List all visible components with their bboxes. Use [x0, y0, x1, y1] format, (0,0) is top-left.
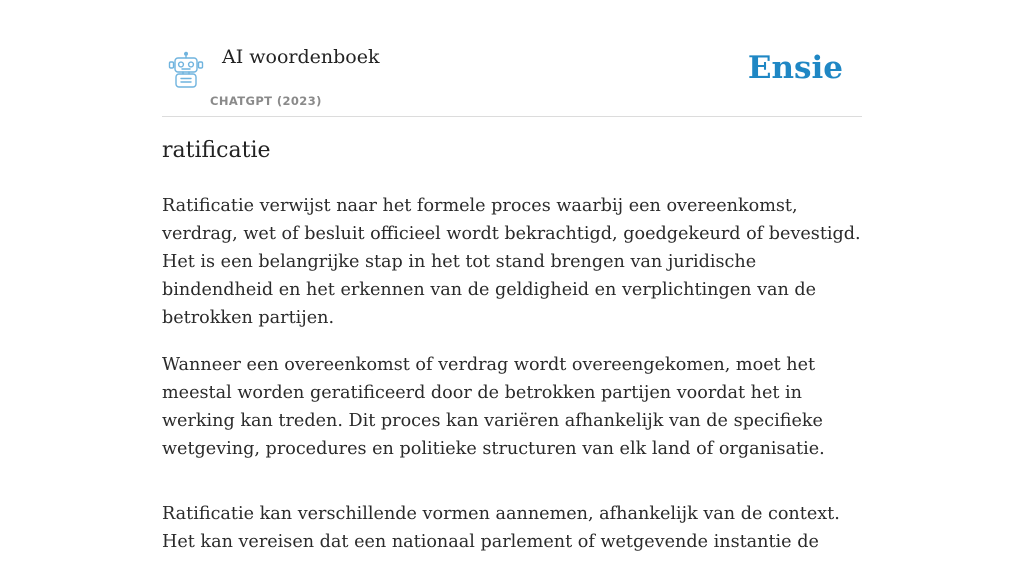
entry-term: ratificatie	[162, 138, 271, 163]
definition-paragraph-1: Ratificatie verwijst naar het formele proces waarbij een overeenkomst, verdrag, wet of besluit officieel wordt bekrachtigd, goedgekeurd of bevestigd. Het is een belangrijke stap in het tot stand brengen van juridische bindendheid en het erkennen van de geldigheid en verplichtingen van de betrokken partijen.	[162, 196, 861, 328]
entry-definition	[162, 192, 868, 575]
dictionary-source: CHATGPT (2023)	[210, 94, 322, 108]
dictionary-title[interactable]: AI woordenboek	[222, 46, 380, 68]
definition-paragraph-2: Wanneer een overeenkomst of verdrag wordt overeengekomen, moet het meestal worden geratificeerd door de betrokken partijen voordat het in werking kan treden. Dit proces kan variëren afhankelijk van de specifieke wetgeving, procedures en politieke structuren van elk land of organisatie.	[162, 355, 825, 459]
robot-icon	[166, 52, 206, 90]
definition-paragraph-3: Ratificatie kan verschillende vormen aannemen, afhankelijk van de context. Het kan vereisen dat een nationaal parlement of wetgevende instantie de	[162, 504, 840, 552]
dictionary-header	[162, 40, 862, 117]
brand-logo[interactable]: Ensie	[747, 50, 843, 86]
